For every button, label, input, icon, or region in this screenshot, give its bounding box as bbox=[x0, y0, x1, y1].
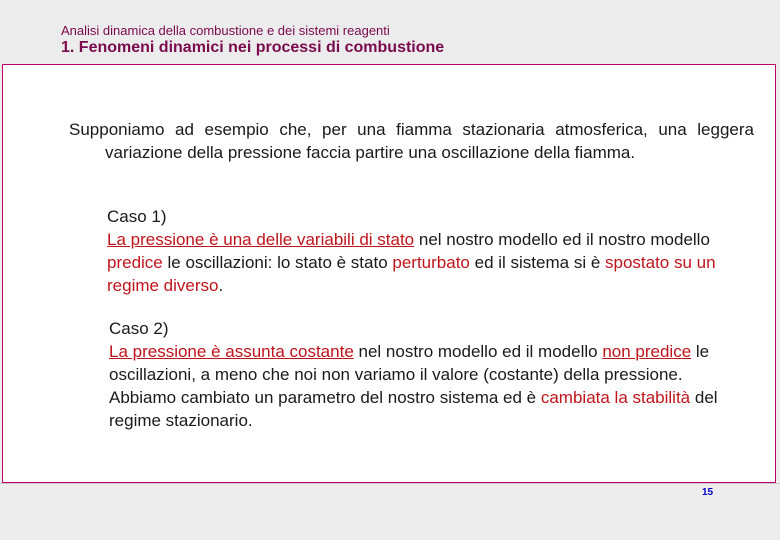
case-1-text-part: nel nostro modello ed il nostro modello bbox=[414, 230, 710, 249]
slide-header bbox=[0, 0, 780, 64]
case-2-highlight-no-predict: non predice bbox=[602, 342, 692, 361]
footer-divider bbox=[0, 483, 780, 484]
case-1-text-part: ed il sistema si è bbox=[469, 253, 605, 272]
case-1-text bbox=[107, 228, 717, 297]
case-1-highlight-state: La pressione è una delle variabili di stato bbox=[107, 230, 415, 249]
slide-title: 1. Fenomeni dinamici nei processi di combustione bbox=[61, 39, 445, 56]
case-2-block bbox=[109, 317, 719, 432]
case-1-block bbox=[107, 205, 717, 297]
intro-paragraph: Supponiamo ad esempio che, per una fiamma stazionaria atmosferica, una leggera variazione della pressione faccia partire una oscillazione della fiamma. bbox=[69, 120, 754, 162]
case-2-text bbox=[109, 340, 719, 432]
case-1-highlight-perturbed: perturbato bbox=[392, 253, 470, 272]
case-2-text-part: le oscillazioni, a meno che noi non variamo il valore (costante) della pressione. Abbiamo cambiato un parametro del nostro sistema ed è bbox=[109, 342, 710, 407]
case-2-text-part: nel nostro modello ed il modello bbox=[353, 342, 603, 361]
case-1-highlight-predict: predice bbox=[107, 253, 163, 272]
case-2-highlight-stability: cambiata la stabilità bbox=[540, 388, 691, 407]
case-1-text-part: le oscillazioni: lo stato è stato bbox=[162, 253, 393, 272]
case-1-text-end: . bbox=[218, 276, 224, 295]
case-2-heading: Caso 2) bbox=[109, 319, 169, 338]
case-2-text-end: del regime stazionario. bbox=[109, 388, 718, 430]
case-2-highlight-constant: La pressione è assunta costante bbox=[109, 342, 354, 361]
case-1-heading: Caso 1) bbox=[107, 207, 167, 226]
case-1-highlight-shifted: spostato su un regime diverso bbox=[107, 253, 716, 295]
page-number: 15 bbox=[702, 487, 714, 498]
course-subtitle: Analisi dinamica della combustione e dei sistemi reagenti bbox=[61, 23, 390, 38]
